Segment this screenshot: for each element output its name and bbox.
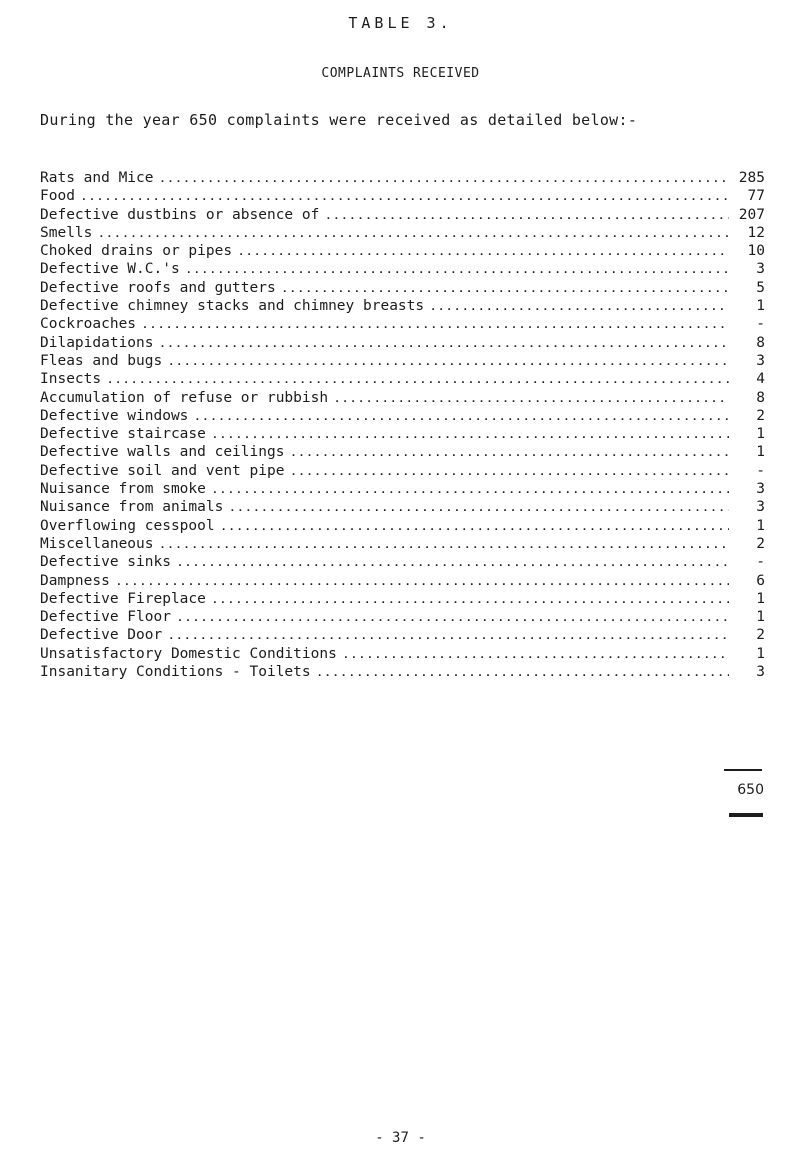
dot-leader bbox=[290, 467, 729, 478]
row-value: 5 bbox=[756, 279, 765, 296]
table-row bbox=[40, 499, 765, 517]
table-row bbox=[40, 426, 765, 444]
table-row bbox=[40, 664, 765, 682]
row-value: 6 bbox=[756, 572, 765, 589]
row-label: Dampness bbox=[40, 572, 110, 589]
table-row bbox=[40, 390, 765, 408]
table-row bbox=[40, 518, 765, 536]
dot-leader bbox=[142, 320, 729, 331]
dot-leader bbox=[194, 412, 729, 423]
table-row bbox=[40, 188, 765, 206]
dot-leader bbox=[290, 448, 729, 459]
intro-paragraph: During the year 650 complaints were received as detailed below:- bbox=[40, 111, 638, 129]
row-label: Defective W.C.'s bbox=[40, 261, 180, 278]
table-row bbox=[40, 591, 765, 609]
table-row bbox=[40, 261, 765, 279]
row-value: 2 bbox=[756, 535, 765, 552]
row-label: Defective chimney stacks and chimney breasts bbox=[40, 298, 425, 315]
table-row bbox=[40, 371, 765, 389]
row-value: 3 bbox=[756, 481, 765, 498]
dot-leader bbox=[212, 485, 729, 496]
dot-leader bbox=[168, 631, 729, 642]
row-value: 8 bbox=[756, 334, 765, 351]
complaints-list bbox=[40, 170, 765, 682]
row-value: 1 bbox=[756, 609, 765, 626]
row-label: Smells bbox=[40, 224, 93, 241]
dot-leader bbox=[98, 229, 729, 240]
row-label: Defective roofs and gutters bbox=[40, 279, 276, 296]
dot-leader bbox=[334, 394, 729, 405]
table-row bbox=[40, 609, 765, 627]
total-rule bbox=[724, 769, 762, 771]
row-value: 3 bbox=[756, 499, 765, 516]
page-number: - 37 - bbox=[375, 1130, 426, 1146]
row-value: 10 bbox=[747, 243, 765, 260]
row-label: Insects bbox=[40, 371, 102, 388]
table-row bbox=[40, 316, 765, 334]
table-subtitle: COMPLAINTS RECEIVED bbox=[321, 66, 480, 81]
dot-leader bbox=[343, 650, 729, 661]
table-row bbox=[40, 225, 765, 243]
table-row bbox=[40, 170, 765, 188]
row-value: 1 bbox=[756, 645, 765, 662]
row-label: Defective walls and ceilings bbox=[40, 444, 285, 461]
dot-leader bbox=[325, 211, 729, 222]
row-label: Rats and Mice bbox=[40, 170, 154, 186]
row-value: 1 bbox=[756, 517, 765, 534]
row-label: Defective sinks bbox=[40, 554, 171, 571]
dot-leader bbox=[177, 558, 729, 569]
table-row bbox=[40, 408, 765, 426]
row-value: 3 bbox=[756, 261, 765, 278]
row-label: Unsatisfactory Domestic Conditions bbox=[40, 645, 337, 662]
dot-leader bbox=[229, 503, 729, 514]
table-row bbox=[40, 353, 765, 371]
row-value: - bbox=[756, 554, 765, 571]
row-value: 207 bbox=[738, 206, 765, 223]
row-label: Nuisance from smoke bbox=[40, 481, 206, 498]
row-label: Defective soil and vent pipe bbox=[40, 462, 285, 479]
row-value: 1 bbox=[756, 298, 765, 315]
dot-leader bbox=[160, 339, 730, 350]
dot-leader bbox=[221, 522, 729, 533]
dot-leader bbox=[238, 247, 729, 258]
row-label: Defective windows bbox=[40, 407, 189, 424]
dot-leader bbox=[81, 192, 729, 203]
dot-leader bbox=[116, 577, 729, 588]
table-row bbox=[40, 481, 765, 499]
table-row bbox=[40, 207, 765, 225]
row-label: Overflowing cesspool bbox=[40, 517, 215, 534]
row-label: Insanitary Conditions - Toilets bbox=[40, 664, 311, 681]
table-row bbox=[40, 554, 765, 572]
row-label: Defective Door bbox=[40, 627, 163, 644]
row-value: 3 bbox=[756, 352, 765, 369]
row-label: Food bbox=[40, 188, 75, 205]
dot-leader bbox=[186, 265, 729, 276]
dot-leader bbox=[107, 375, 729, 386]
row-label: Miscellaneous bbox=[40, 535, 154, 552]
row-label: Defective Floor bbox=[40, 609, 171, 626]
row-value: 1 bbox=[756, 426, 765, 443]
dot-leader bbox=[177, 613, 729, 624]
dot-leader bbox=[168, 357, 729, 368]
row-label: Cockroaches bbox=[40, 316, 137, 333]
row-value: 1 bbox=[756, 444, 765, 461]
dot-leader bbox=[160, 540, 730, 551]
total-double-rule bbox=[729, 813, 763, 817]
row-value: - bbox=[756, 462, 765, 479]
row-value: - bbox=[756, 316, 765, 333]
row-label: Choked drains or pipes bbox=[40, 243, 233, 260]
row-value: 8 bbox=[756, 389, 765, 406]
row-label: Defective Fireplace bbox=[40, 590, 206, 607]
table-row bbox=[40, 627, 765, 645]
dot-leader bbox=[317, 668, 729, 679]
row-value: 77 bbox=[747, 188, 765, 205]
row-value: 2 bbox=[756, 407, 765, 424]
row-value: 3 bbox=[756, 664, 765, 681]
row-value: 285 bbox=[738, 170, 765, 186]
row-label: Nuisance from animals bbox=[40, 499, 224, 516]
row-value: 2 bbox=[756, 627, 765, 644]
dot-leader bbox=[160, 174, 730, 185]
table-row bbox=[40, 463, 765, 481]
row-value: 1 bbox=[756, 590, 765, 607]
dot-leader bbox=[212, 430, 729, 441]
table-row bbox=[40, 243, 765, 261]
table-row bbox=[40, 536, 765, 554]
row-label: Defective dustbins or absence of bbox=[40, 206, 320, 223]
total-value: 650 bbox=[737, 782, 764, 798]
row-label: Accumulation of refuse or rubbish bbox=[40, 389, 329, 406]
row-label: Fleas and bugs bbox=[40, 352, 163, 369]
table-row bbox=[40, 280, 765, 298]
row-label: Dilapidations bbox=[40, 334, 154, 351]
table-row bbox=[40, 444, 765, 462]
row-value: 12 bbox=[747, 224, 765, 241]
row-value: 4 bbox=[756, 371, 765, 388]
table-row bbox=[40, 335, 765, 353]
dot-leader bbox=[212, 595, 729, 606]
table-title: TABLE 3. bbox=[348, 14, 453, 32]
table-row bbox=[40, 646, 765, 664]
row-label: Defective staircase bbox=[40, 426, 206, 443]
table-row bbox=[40, 573, 765, 591]
dot-leader bbox=[430, 302, 729, 313]
table-row bbox=[40, 298, 765, 316]
dot-leader bbox=[282, 284, 729, 295]
